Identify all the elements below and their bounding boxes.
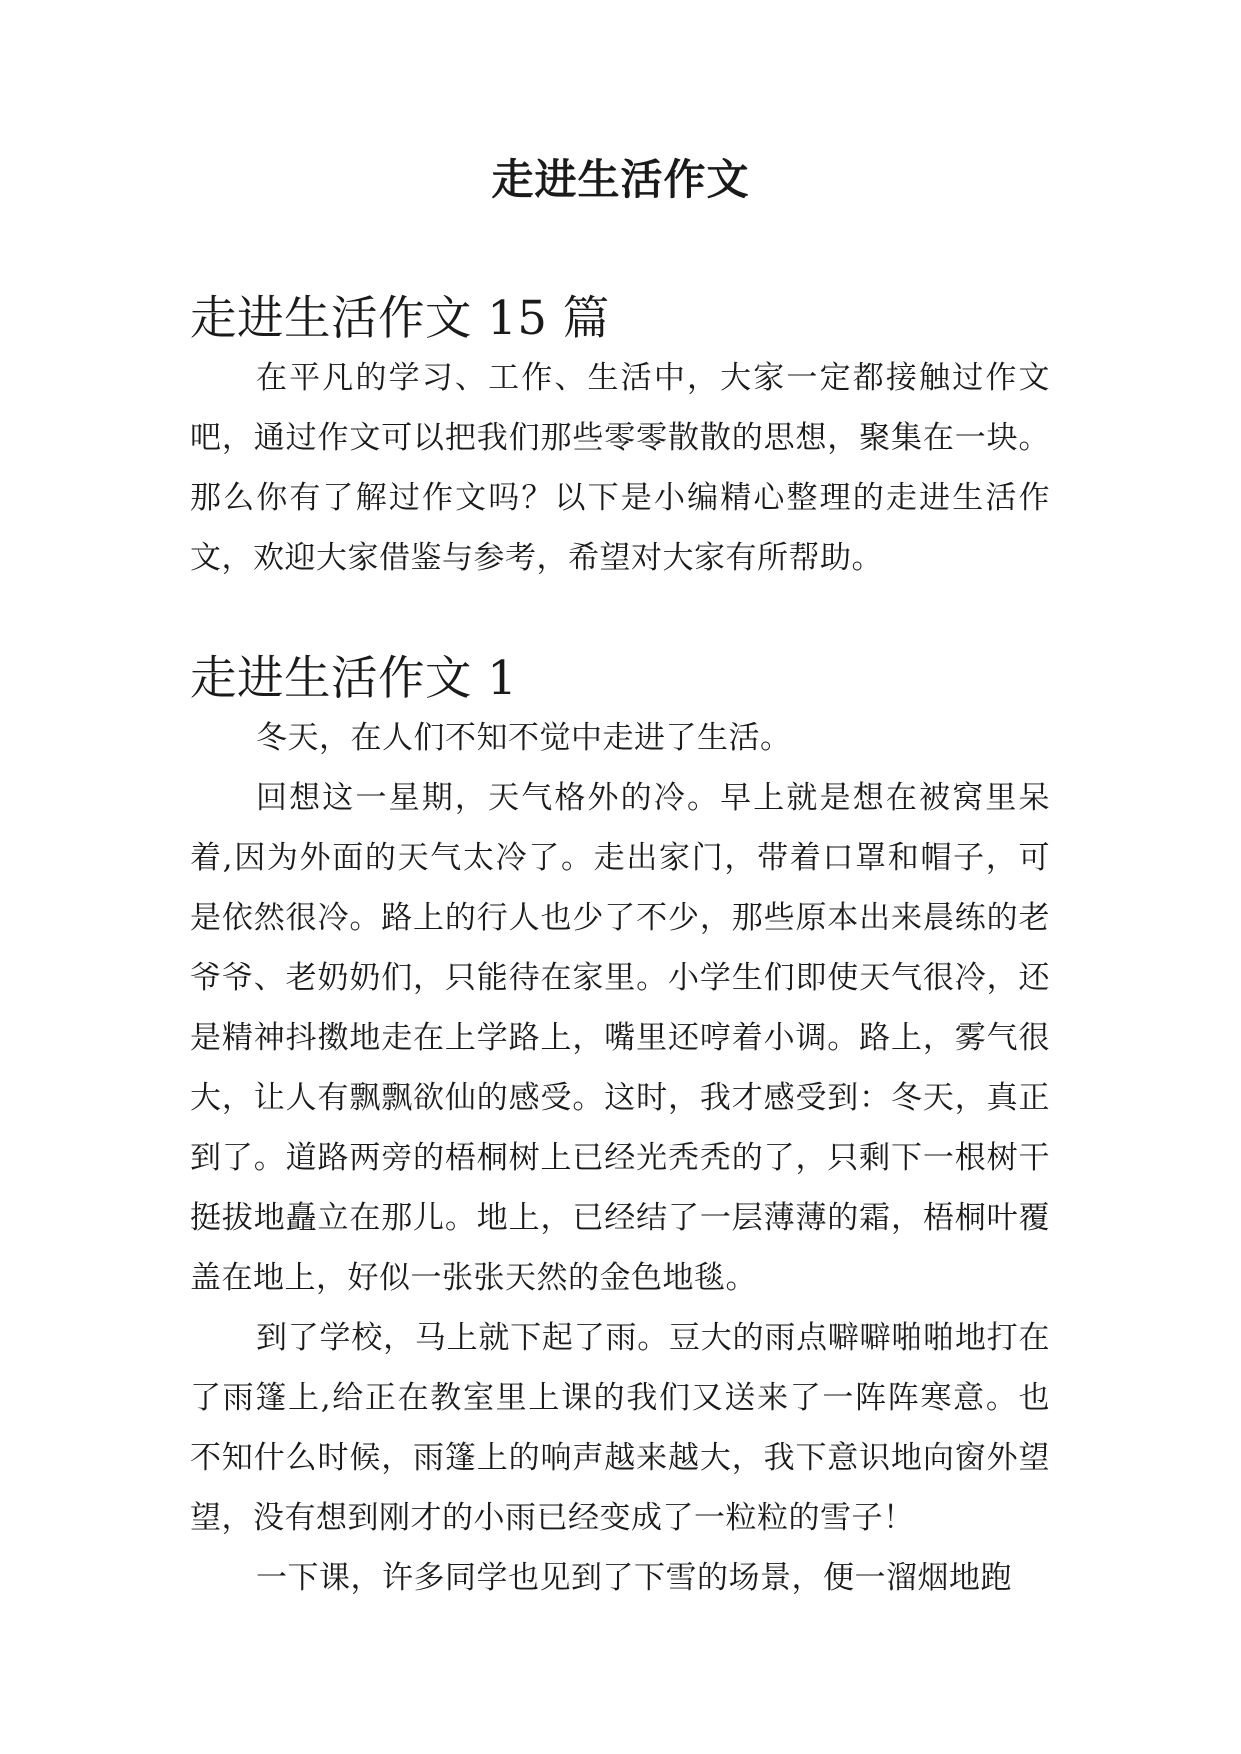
document-body (190, 288, 1050, 1608)
section-1-paragraph-3: 到了学校，马上就下起了雨。豆大的雨点噼噼啪啪地打在了雨篷上,给正在教室里上课的我们又送来了一阵阵寒意。也不知什么时候，雨篷上的响声越来越大，我下意识地向窗外望望，没有想到刚才的小雨已经变成了一粒粒的雪子！ (190, 1320, 1050, 1536)
intro-heading: 走进生活作文 15 篇 (190, 291, 610, 345)
section-1-paragraph-1: 冬天，在人们不知不觉中走进了生活。 (256, 720, 792, 756)
document-title: 走进生活作文 (491, 155, 750, 204)
section-spacer (190, 588, 1050, 648)
section-1-paragraph-4: 一下课，许多同学也见到了下雪的场景，便一溜烟地跑 (256, 1560, 1012, 1596)
section-1-heading: 走进生活作文 1 (190, 651, 518, 705)
section-1-paragraph-2: 回想这一星期，天气格外的冷。早上就是想在被窝里呆着,因为外面的天气太冷了。走出家门，带着口罩和帽子，可是依然很冷。路上的行人也少了不少，那些原本出来晨练的老爷爷、老奶奶们，只能待在家里。小学生们即使天气很冷，还是精神抖擞地走在上学路上，嘴里还哼着小调。路上，雾气很大，让人有飘飘欲仙的感受。这时，我才感受到：冬天，真正到了。道路两旁的梧桐树上已经光秃秃的了，只剩下一根树干挺拔地矗立在那儿。地上，已经结了一层薄薄的霜，梧桐叶覆盖在地上，好似一张张天然的金色地毯。 (190, 780, 1050, 1296)
intro-paragraph: 在平凡的学习、工作、生活中，大家一定都接触过作文吧，通过作文可以把我们那些零零散散的思想，聚集在一块。那么你有了解过作文吗？以下是小编精心整理的走进生活作文，欢迎大家借鉴与参考，希望对大家有所帮助。 (190, 360, 1050, 576)
